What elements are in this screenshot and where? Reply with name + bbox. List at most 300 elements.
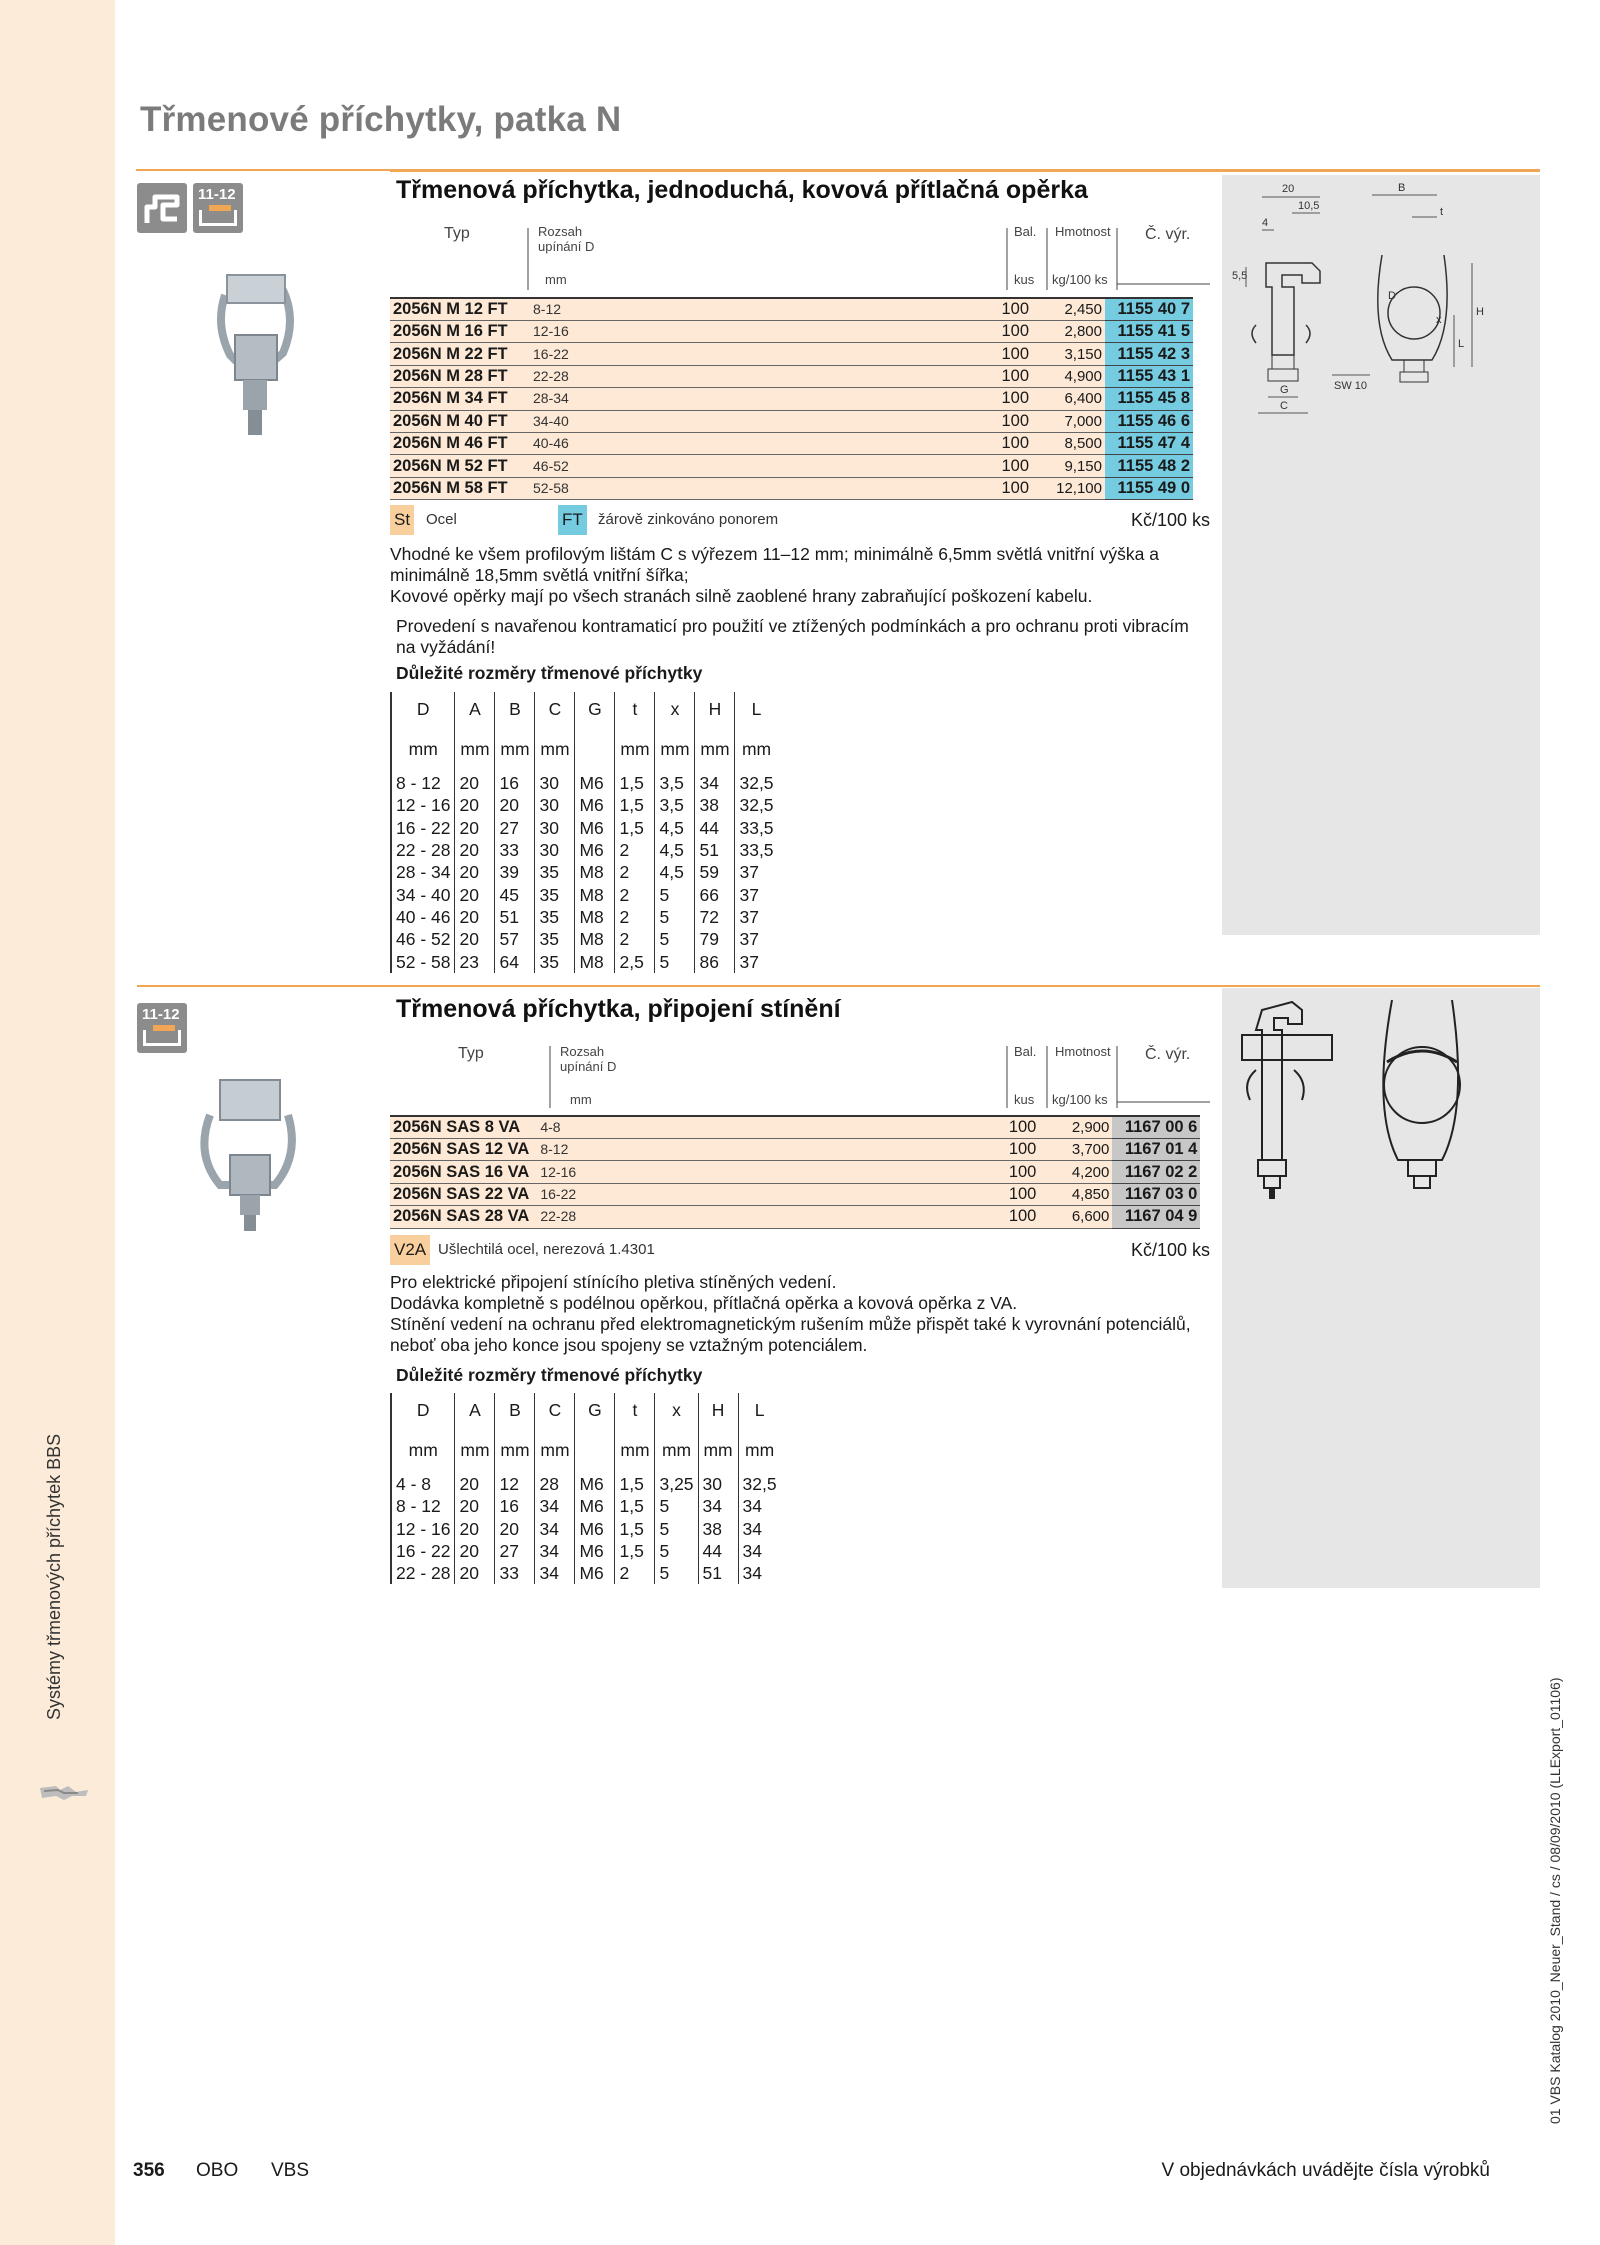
dim-row bbox=[391, 1518, 781, 1540]
product-photo-shield-clamp bbox=[190, 1075, 310, 1235]
dim-gap-cell bbox=[391, 760, 455, 772]
dim-cell: 1,5 bbox=[615, 1495, 655, 1517]
dim-row bbox=[391, 950, 778, 972]
order-row bbox=[390, 321, 1193, 343]
material-chip-ft: FT bbox=[558, 505, 587, 535]
dim-cell: 34 bbox=[738, 1495, 781, 1517]
dim-row bbox=[391, 1473, 781, 1495]
dim-cell: M8 bbox=[575, 928, 615, 950]
dim-row bbox=[391, 726, 778, 760]
dim-gap-cell bbox=[535, 1461, 575, 1473]
order-cell-code: 2056N M 12 FT bbox=[390, 298, 525, 321]
order-cell-article: 1167 01 4 bbox=[1112, 1139, 1200, 1161]
dim-cell: 51 bbox=[695, 839, 735, 861]
dim-cell: mm bbox=[655, 1427, 698, 1461]
section1-order-table bbox=[390, 297, 1193, 500]
section2-description: Pro elektrické připojení stínícího pletiva stíněných vedení. Dodávka kompletně s podélnou opěrkou, přítlačná opěrka a kovová opěrka z VA. Stínění vedení na ochranu před elektromagnetickým rušením může přispět také k vyrovnání potenciálů, neboť oba jeho konce jsou spojeny se vztažným potenciálem. bbox=[390, 1272, 1191, 1355]
dim-cell: L bbox=[738, 1393, 781, 1427]
dim-cell: mm bbox=[615, 726, 655, 760]
order-row bbox=[390, 365, 1193, 387]
dim-cell: 32,5 bbox=[735, 772, 778, 794]
section1-note: Provedení s navařenou kontramaticí pro použití ve ztížených podmínkách a pro ochranu proti vibracím na vyžádání! bbox=[396, 616, 1189, 657]
order-row bbox=[390, 1116, 1200, 1139]
dim-cell: 16 bbox=[495, 1495, 535, 1517]
order-cell-pack: 100 bbox=[1002, 1183, 1042, 1205]
dim-gap-cell bbox=[695, 760, 735, 772]
dim-cell: 28 bbox=[535, 1473, 575, 1495]
dim-cell: 5 bbox=[655, 1495, 698, 1517]
dim-cell: 20 bbox=[455, 839, 495, 861]
order-row bbox=[390, 455, 1193, 477]
order-cell-weight: 2,800 bbox=[1035, 321, 1105, 343]
dim-cell: 34 bbox=[535, 1518, 575, 1540]
section1-dim-table bbox=[390, 692, 778, 973]
dim-cell: 1,5 bbox=[615, 1540, 655, 1562]
dim-cell: mm bbox=[655, 726, 695, 760]
order-cell-code: 2056N M 34 FT bbox=[390, 388, 525, 410]
dim-cell: 34 bbox=[738, 1562, 781, 1584]
dim-cell: 2 bbox=[615, 883, 655, 905]
dim-cell: 5 bbox=[655, 950, 695, 972]
dim-cell: 2 bbox=[615, 839, 655, 861]
dim-gap-cell bbox=[575, 760, 615, 772]
dim-cell: 27 bbox=[495, 817, 535, 839]
order-cell-range: 16-22 bbox=[525, 343, 995, 365]
dim-cell: 59 bbox=[695, 861, 735, 883]
dim-cell: L bbox=[735, 692, 778, 726]
section1-material-row: St Ocel FT žárově zinkováno ponorem Kč/100 ks bbox=[390, 505, 1210, 535]
dim-cell: 45 bbox=[495, 883, 535, 905]
order-cell-range: 40-46 bbox=[525, 432, 995, 454]
dim-label-G: G bbox=[1280, 384, 1289, 396]
order-cell-code: 2056N M 46 FT bbox=[390, 432, 525, 454]
dim-cell: 38 bbox=[698, 1518, 738, 1540]
section1-order-header: Typ Rozsah upínání D mm Bal. kus Hmotnost kg/100 ks Č. výr. bbox=[444, 224, 1191, 287]
dim-cell: M8 bbox=[575, 883, 615, 905]
dim-cell: mm bbox=[495, 1427, 535, 1461]
order-cell-code: 2056N M 22 FT bbox=[390, 343, 525, 365]
dim-cell: 20 bbox=[455, 861, 495, 883]
order-cell-article: 1155 40 7 bbox=[1105, 298, 1193, 321]
dim-cell: 35 bbox=[535, 883, 575, 905]
dim-cell: 4,5 bbox=[655, 861, 695, 883]
dim-cell: mm bbox=[738, 1427, 781, 1461]
order-cell-pack: 100 bbox=[1002, 1139, 1042, 1161]
order-cell-article: 1167 04 9 bbox=[1112, 1206, 1200, 1228]
order-cell-range: 16-22 bbox=[532, 1183, 1002, 1205]
dim-cell: 35 bbox=[535, 950, 575, 972]
order-cell-pack: 100 bbox=[995, 432, 1035, 454]
section2-dim-table bbox=[390, 1393, 781, 1584]
dim-cell: 5 bbox=[655, 883, 695, 905]
order-cell-weight: 7,000 bbox=[1035, 410, 1105, 432]
dim-cell: 20 bbox=[455, 883, 495, 905]
order-cell-article: 1167 03 0 bbox=[1112, 1183, 1200, 1205]
dim-cell: 20 bbox=[455, 1495, 495, 1517]
order-cell-pack: 100 bbox=[1002, 1206, 1042, 1228]
technical-drawing-2 bbox=[1222, 990, 1540, 1210]
material-chip-v2a: V2A bbox=[390, 1235, 430, 1265]
dim-cell: 20 bbox=[455, 1518, 495, 1540]
profile-icon bbox=[137, 183, 187, 233]
order-cell-range: 22-28 bbox=[532, 1206, 1002, 1228]
dim-gap-cell bbox=[698, 1461, 738, 1473]
dim-label-B: B bbox=[1398, 182, 1406, 194]
dim-cell: M6 bbox=[575, 817, 615, 839]
dim-cell: 39 bbox=[495, 861, 535, 883]
dim-row bbox=[391, 1495, 781, 1517]
dim-cell: mm bbox=[455, 1427, 495, 1461]
dim-cell: 28 - 34 bbox=[391, 861, 455, 883]
order-cell-pack: 100 bbox=[995, 321, 1035, 343]
dim-cell: 12 - 16 bbox=[391, 794, 455, 816]
dim-row bbox=[391, 1393, 781, 1427]
dim-cell: 1,5 bbox=[615, 794, 655, 816]
dim-cell: 5 bbox=[655, 1518, 698, 1540]
dim-cell: 12 - 16 bbox=[391, 1518, 455, 1540]
dim-cell: 30 bbox=[535, 794, 575, 816]
section2-dim-title: Důležité rozměry třmenové příchytky bbox=[396, 1365, 703, 1385]
dim-cell: 5 bbox=[655, 1562, 698, 1584]
section1-dim-title: Důležité rozměry třmenové příchytky bbox=[396, 663, 703, 683]
dim-row bbox=[391, 1562, 781, 1584]
dim-cell: mm bbox=[615, 1427, 655, 1461]
dim-row bbox=[391, 794, 778, 816]
order-cell-code: 2056N SAS 8 VA bbox=[390, 1116, 532, 1139]
dim-label-H: H bbox=[1476, 306, 1484, 318]
dim-gap-cell bbox=[535, 760, 575, 772]
order-cell-range: 46-52 bbox=[525, 455, 995, 477]
dim-cell: 2 bbox=[615, 928, 655, 950]
dim-cell: 2 bbox=[615, 906, 655, 928]
dim-cell: 86 bbox=[695, 950, 735, 972]
dim-gap-row bbox=[391, 760, 778, 772]
dim-cell: M6 bbox=[575, 1540, 615, 1562]
dim-cell: 1,5 bbox=[615, 817, 655, 839]
dim-cell: 3,5 bbox=[655, 794, 695, 816]
dim-cell: 40 - 46 bbox=[391, 906, 455, 928]
order-cell-code: 2056N M 40 FT bbox=[390, 410, 525, 432]
dim-cell: 46 - 52 bbox=[391, 928, 455, 950]
dim-label-D: D bbox=[1388, 290, 1396, 302]
order-cell-weight: 3,700 bbox=[1042, 1139, 1112, 1161]
dim-cell: M6 bbox=[575, 839, 615, 861]
dim-cell: 37 bbox=[735, 928, 778, 950]
dim-cell: 34 bbox=[698, 1495, 738, 1517]
dim-label-4: 4 bbox=[1262, 217, 1269, 229]
dim-cell: 22 - 28 bbox=[391, 839, 455, 861]
dim-cell: mm bbox=[735, 726, 778, 760]
dim-cell: M6 bbox=[575, 1518, 615, 1540]
footer-series: VBS bbox=[271, 2160, 310, 2181]
order-cell-article: 1167 00 6 bbox=[1112, 1116, 1200, 1139]
dim-cell: 35 bbox=[535, 906, 575, 928]
dim-cell: 20 bbox=[455, 1562, 495, 1584]
order-cell-weight: 12,100 bbox=[1035, 477, 1105, 499]
dim-cell: mm bbox=[695, 726, 735, 760]
order-cell-range: 12-16 bbox=[532, 1161, 1002, 1183]
order-cell-pack: 100 bbox=[995, 455, 1035, 477]
dim-cell: 32,5 bbox=[738, 1473, 781, 1495]
order-cell-weight: 2,450 bbox=[1035, 298, 1105, 321]
dim-row bbox=[391, 692, 778, 726]
dim-cell: 44 bbox=[698, 1540, 738, 1562]
dim-cell: 72 bbox=[695, 906, 735, 928]
dim-cell: H bbox=[695, 692, 735, 726]
dim-label-105: 10,5 bbox=[1298, 200, 1320, 212]
dim-cell: M8 bbox=[575, 906, 615, 928]
order-cell-code: 2056N SAS 16 VA bbox=[390, 1161, 532, 1183]
order-cell-code: 2056N SAS 28 VA bbox=[390, 1206, 532, 1228]
dim-gap-cell bbox=[655, 1461, 698, 1473]
dim-cell: 34 bbox=[535, 1495, 575, 1517]
order-row bbox=[390, 1139, 1200, 1161]
dim-cell: 34 - 40 bbox=[391, 883, 455, 905]
order-cell-range: 52-58 bbox=[525, 477, 995, 499]
order-cell-pack: 100 bbox=[995, 410, 1035, 432]
dim-cell: M8 bbox=[575, 861, 615, 883]
order-cell-article: 1155 48 2 bbox=[1105, 455, 1193, 477]
dim-cell: mm bbox=[495, 726, 535, 760]
order-cell-range: 12-16 bbox=[525, 321, 995, 343]
price-unit-2: Kč/100 ks bbox=[1130, 1240, 1210, 1260]
dim-cell: 30 bbox=[698, 1473, 738, 1495]
material-chip-st: St bbox=[390, 505, 414, 535]
dim-cell: 5 bbox=[655, 1540, 698, 1562]
dim-cell: 44 bbox=[695, 817, 735, 839]
dim-cell: 4,5 bbox=[655, 817, 695, 839]
dim-cell: 20 bbox=[455, 794, 495, 816]
dim-cell: G bbox=[575, 1393, 615, 1427]
dim-cell: M6 bbox=[575, 1495, 615, 1517]
section2-title: Třmenová příchytka, připojení stínění bbox=[396, 995, 841, 1023]
dim-cell: 33,5 bbox=[735, 839, 778, 861]
dim-cell: 32,5 bbox=[735, 794, 778, 816]
page-number: 356 bbox=[133, 2160, 165, 2181]
dim-label-sw: SW 10 bbox=[1334, 380, 1368, 392]
dim-row bbox=[391, 1427, 781, 1461]
dim-cell: 1,5 bbox=[615, 1518, 655, 1540]
dim-row bbox=[391, 928, 778, 950]
dim-cell bbox=[575, 726, 615, 760]
order-cell-article: 1155 46 6 bbox=[1105, 410, 1193, 432]
dim-row bbox=[391, 861, 778, 883]
order-cell-weight: 3,150 bbox=[1035, 343, 1105, 365]
order-cell-code: 2056N M 52 FT bbox=[390, 455, 525, 477]
order-cell-pack: 100 bbox=[995, 343, 1035, 365]
order-cell-code: 2056N M 16 FT bbox=[390, 321, 525, 343]
order-cell-range: 34-40 bbox=[525, 410, 995, 432]
dim-cell: C bbox=[535, 692, 575, 726]
order-row bbox=[390, 1183, 1200, 1205]
order-cell-article: 1155 49 0 bbox=[1105, 477, 1193, 499]
dim-cell: 2 bbox=[615, 861, 655, 883]
dim-cell: 16 - 22 bbox=[391, 1540, 455, 1562]
dim-cell: 27 bbox=[495, 1540, 535, 1562]
dim-cell: 20 bbox=[455, 772, 495, 794]
order-cell-article: 1167 02 2 bbox=[1112, 1161, 1200, 1183]
dim-cell: 22 - 28 bbox=[391, 1562, 455, 1584]
dim-cell: 4,5 bbox=[655, 839, 695, 861]
dim-cell: 34 bbox=[738, 1540, 781, 1562]
dim-cell: 30 bbox=[535, 817, 575, 839]
dim-cell: H bbox=[698, 1393, 738, 1427]
dim-cell: M6 bbox=[575, 1473, 615, 1495]
order-header-lines-2 bbox=[390, 1046, 1210, 1108]
order-cell-weight: 9,150 bbox=[1035, 455, 1105, 477]
dim-cell: D bbox=[391, 1393, 455, 1427]
order-cell-pack: 100 bbox=[995, 388, 1035, 410]
dim-gap-cell bbox=[495, 1461, 535, 1473]
dim-cell: 5 bbox=[655, 906, 695, 928]
dim-label-L: L bbox=[1458, 338, 1465, 350]
dim-cell: 33 bbox=[495, 1562, 535, 1584]
dim-cell: t bbox=[615, 1393, 655, 1427]
dim-row bbox=[391, 772, 778, 794]
dim-cell: 3,5 bbox=[655, 772, 695, 794]
dim-cell: x bbox=[655, 1393, 698, 1427]
dim-cell: 34 bbox=[695, 772, 735, 794]
order-cell-pack: 100 bbox=[995, 298, 1035, 321]
order-row bbox=[390, 298, 1193, 321]
dim-gap-row bbox=[391, 1461, 781, 1473]
dim-gap-cell bbox=[735, 760, 778, 772]
dim-cell: 57 bbox=[495, 928, 535, 950]
order-cell-pack: 100 bbox=[1002, 1161, 1042, 1183]
dim-cell: 5 bbox=[655, 928, 695, 950]
dim-cell: C bbox=[535, 1393, 575, 1427]
order-cell-article: 1155 47 4 bbox=[1105, 432, 1193, 454]
order-row bbox=[390, 1161, 1200, 1183]
order-cell-article: 1155 45 8 bbox=[1105, 388, 1193, 410]
dim-row bbox=[391, 817, 778, 839]
dim-cell: mm bbox=[698, 1427, 738, 1461]
dim-cell: 8 - 12 bbox=[391, 772, 455, 794]
order-cell-article: 1155 41 5 bbox=[1105, 321, 1193, 343]
price-unit: Kč/100 ks bbox=[1130, 510, 1210, 530]
order-row bbox=[390, 1206, 1200, 1228]
page-title: Třmenové příchytky, patka N bbox=[140, 100, 622, 139]
dim-gap-cell bbox=[738, 1461, 781, 1473]
dim-cell: A bbox=[455, 1393, 495, 1427]
dim-cell: 1,5 bbox=[615, 772, 655, 794]
dim-cell: M6 bbox=[575, 794, 615, 816]
dim-cell: G bbox=[575, 692, 615, 726]
order-cell-range: 8-12 bbox=[525, 298, 995, 321]
dim-cell: M8 bbox=[575, 950, 615, 972]
dim-cell: M6 bbox=[575, 772, 615, 794]
left-margin-strip bbox=[0, 0, 115, 2245]
order-cell-weight: 2,900 bbox=[1042, 1116, 1112, 1139]
order-row bbox=[390, 410, 1193, 432]
dim-cell: 20 bbox=[455, 1540, 495, 1562]
dim-cell: 35 bbox=[535, 928, 575, 950]
order-row bbox=[390, 432, 1193, 454]
order-cell-article: 1155 43 1 bbox=[1105, 365, 1193, 387]
dim-cell: D bbox=[391, 692, 455, 726]
order-cell-pack: 100 bbox=[995, 365, 1035, 387]
section2-divider bbox=[137, 985, 1540, 987]
dim-cell: M6 bbox=[575, 1562, 615, 1584]
dim-gap-cell bbox=[615, 760, 655, 772]
dim-cell: 4 - 8 bbox=[391, 1473, 455, 1495]
order-cell-range: 8-12 bbox=[532, 1139, 1002, 1161]
order-cell-weight: 6,600 bbox=[1042, 1206, 1112, 1228]
dim-cell: 37 bbox=[735, 861, 778, 883]
order-cell-weight: 4,900 bbox=[1035, 365, 1105, 387]
dim-cell: 20 bbox=[495, 794, 535, 816]
dim-row bbox=[391, 1540, 781, 1562]
section2-order-table bbox=[390, 1115, 1200, 1229]
section2-material-row: V2A Ušlechtilá ocel, nerezová 1.4301 Kč/100 ks bbox=[390, 1235, 1210, 1265]
dim-cell: 16 - 22 bbox=[391, 817, 455, 839]
dim-cell: 51 bbox=[698, 1562, 738, 1584]
dim-label-x: x bbox=[1436, 314, 1442, 326]
dim-cell: 34 bbox=[738, 1518, 781, 1540]
dim-cell: x bbox=[655, 692, 695, 726]
order-cell-weight: 6,400 bbox=[1035, 388, 1105, 410]
dim-cell: 1,5 bbox=[615, 1473, 655, 1495]
footer-brand: OBO bbox=[196, 2160, 239, 2181]
dim-row bbox=[391, 883, 778, 905]
dim-cell: t bbox=[615, 692, 655, 726]
dim-label-C: C bbox=[1280, 400, 1288, 412]
dim-cell: 20 bbox=[455, 817, 495, 839]
dim-label-t: t bbox=[1440, 206, 1444, 218]
dim-gap-cell bbox=[455, 1461, 495, 1473]
order-cell-range: 4-8 bbox=[532, 1116, 1002, 1139]
order-cell-weight: 8,500 bbox=[1035, 432, 1105, 454]
dim-cell: 33,5 bbox=[735, 817, 778, 839]
section1-description: Vhodné ke všem profilovým lištám C s výřezem 11–12 mm; minimálně 6,5mm světlá vnitřní výška a minimálně 18,5mm světlá vnitřní šířka; Kovové opěrky mají po všech stranách silně zaoblené hrany zabraňující poškození kabelu. bbox=[390, 544, 1159, 606]
order-cell-code: 2056N SAS 22 VA bbox=[390, 1183, 532, 1205]
dim-cell: 34 bbox=[535, 1540, 575, 1562]
order-cell-range: 22-28 bbox=[525, 365, 995, 387]
dim-cell: 20 bbox=[455, 928, 495, 950]
dim-cell: 33 bbox=[495, 839, 535, 861]
dim-cell: 20 bbox=[455, 1473, 495, 1495]
dim-cell: B bbox=[495, 1393, 535, 1427]
dim-cell: 37 bbox=[735, 950, 778, 972]
dim-cell: 35 bbox=[535, 861, 575, 883]
section1-title: Třmenová příchytka, jednoduchá, kovová přítlačná opěrka bbox=[396, 176, 1088, 204]
dim-cell: 64 bbox=[495, 950, 535, 972]
dim-cell: mm bbox=[535, 726, 575, 760]
product-photo-clamp bbox=[205, 265, 305, 445]
dim-cell bbox=[575, 1427, 615, 1461]
dim-cell: mm bbox=[391, 1427, 455, 1461]
dim-cell: 3,25 bbox=[655, 1473, 698, 1495]
order-cell-weight: 4,850 bbox=[1042, 1183, 1112, 1205]
dim-cell: 66 bbox=[695, 883, 735, 905]
dim-cell: 30 bbox=[535, 772, 575, 794]
dim-cell: 8 - 12 bbox=[391, 1495, 455, 1517]
dim-row bbox=[391, 839, 778, 861]
order-cell-article: 1155 42 3 bbox=[1105, 343, 1193, 365]
dim-cell: B bbox=[495, 692, 535, 726]
dim-label-55: 5,5 bbox=[1232, 270, 1248, 282]
order-row bbox=[390, 343, 1193, 365]
order-cell-pack: 100 bbox=[995, 477, 1035, 499]
order-row bbox=[390, 388, 1193, 410]
dim-cell: 30 bbox=[535, 839, 575, 861]
dim-gap-cell bbox=[455, 760, 495, 772]
technical-drawing bbox=[1222, 175, 1540, 475]
order-cell-code: 2056N M 58 FT bbox=[390, 477, 525, 499]
dim-cell: 2 bbox=[615, 1562, 655, 1584]
dim-cell: 16 bbox=[495, 772, 535, 794]
order-cell-pack: 100 bbox=[1002, 1116, 1042, 1139]
